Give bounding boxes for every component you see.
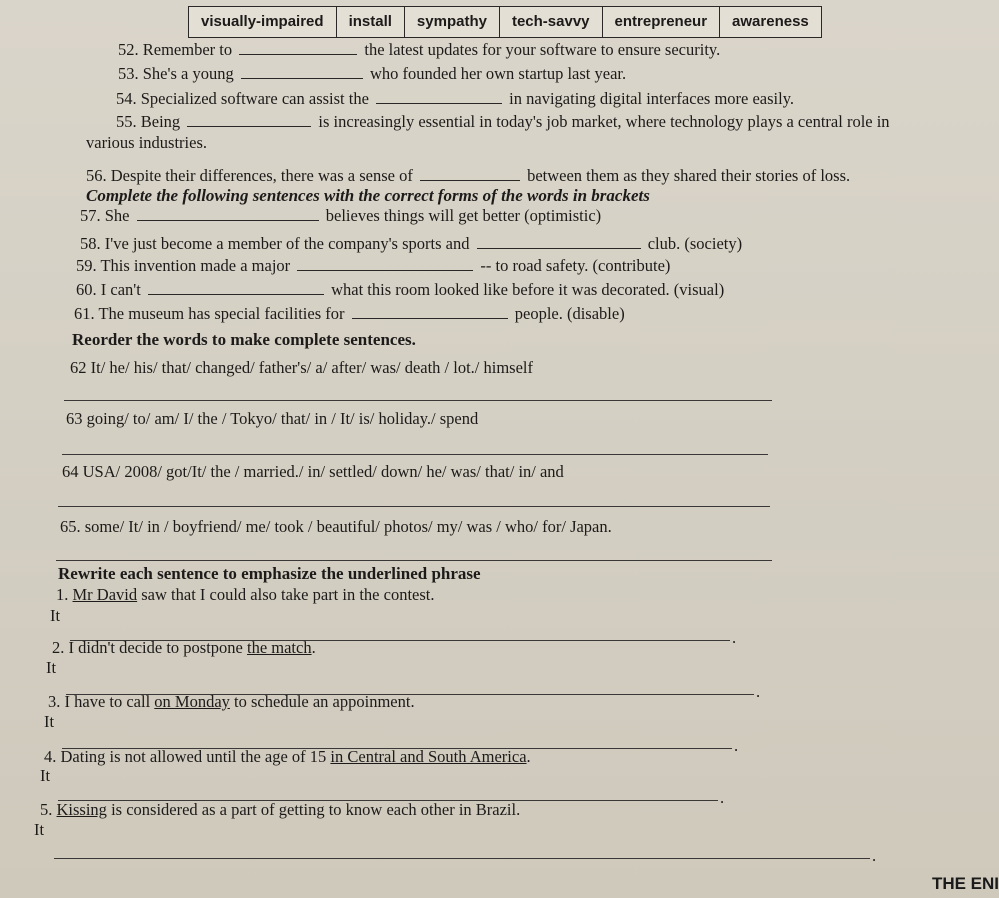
question-text: is increasingly essential in today's job market, where technology plays a central role in	[318, 112, 890, 131]
answer-blank[interactable]	[187, 112, 311, 127]
question-text: I can't	[100, 280, 141, 299]
underlined-phrase: on Monday	[154, 692, 230, 711]
question-text: Remember to	[142, 40, 233, 59]
question-58	[80, 234, 742, 254]
underlined-phrase: Kissing	[56, 800, 107, 819]
question-text: to schedule an appoinment.	[234, 692, 415, 711]
section-heading-emphasize: Rewrite each sentence to emphasize the underlined phrase	[58, 564, 481, 583]
question-64	[62, 462, 564, 482]
question-53	[118, 64, 626, 84]
question-number: 63	[66, 409, 83, 428]
question-61	[74, 304, 625, 324]
question-text: I have to call	[64, 692, 151, 711]
question-text: I've just become a member of the company's sports and	[104, 234, 470, 253]
question-number: 59.	[76, 256, 97, 275]
end-mark: .	[734, 736, 739, 755]
emphasize-question-2	[52, 638, 316, 658]
question-56	[86, 166, 850, 186]
question-59	[76, 256, 670, 276]
answer-blank[interactable]	[241, 64, 363, 79]
question-55-continuation: various industries.	[86, 133, 207, 152]
question-number: 5.	[40, 800, 53, 819]
question-text: This invention made a major	[100, 256, 291, 275]
end-mark: .	[732, 628, 737, 647]
word-bank-item: entrepreneur	[603, 7, 721, 37]
underlined-phrase: Mr David	[72, 585, 138, 604]
question-text: the latest updates for your software to ensure security.	[364, 40, 721, 59]
end-mark: .	[720, 788, 725, 807]
answer-blank[interactable]	[137, 206, 319, 221]
emphasize-question-5	[40, 800, 520, 820]
question-text: .	[311, 638, 316, 657]
emphasize-question-3	[48, 692, 415, 712]
question-number: 3.	[48, 692, 61, 711]
question-text: Being	[140, 112, 181, 131]
question-number: 65.	[60, 517, 81, 536]
question-text: who founded her own startup last year.	[369, 64, 627, 83]
question-number: 55.	[116, 112, 137, 131]
answer-blank[interactable]	[477, 234, 641, 249]
question-text: believes things will get better (optimistic)	[325, 206, 602, 225]
question-text: Specialized software can assist the	[140, 89, 369, 108]
question-text: She's a young	[142, 64, 234, 83]
question-text: saw that I could also take part in the contest.	[141, 585, 435, 604]
answer-starter: It	[46, 658, 57, 677]
answer-starter: It	[44, 712, 55, 731]
question-text: going/ to/ am/ I/ the / Tokyo/ that/ in / It/ is/ holiday./ spend	[86, 409, 479, 428]
question-text: people. (disable)	[514, 304, 625, 323]
question-number: 61.	[74, 304, 95, 323]
question-number: 2.	[52, 638, 65, 657]
underlined-phrase: in Central and South America	[330, 747, 527, 766]
end-mark: .	[872, 846, 877, 865]
answer-blank[interactable]	[297, 256, 473, 271]
answer-starter: It	[40, 766, 51, 785]
corner-text: THE ENI	[931, 874, 999, 893]
question-number: 60.	[76, 280, 97, 299]
question-text: The museum has special facilities for	[98, 304, 345, 323]
question-text: Despite their differences, there was a sense of	[110, 166, 413, 185]
answer-line[interactable]	[56, 560, 772, 561]
question-text: It/ he/ his/ that/ changed/ father's/ a/ after/ was/ death / lot./ himself	[90, 358, 534, 377]
question-60	[76, 280, 724, 300]
question-text: -- to road safety. (contribute)	[480, 256, 671, 275]
word-bank-item: visually-impaired	[189, 7, 337, 37]
question-text: is considered as a part of getting to know each other in Brazil.	[111, 800, 521, 819]
question-text: between them as they shared their stories of loss.	[527, 166, 851, 185]
answer-blank[interactable]	[239, 40, 357, 55]
answer-blank[interactable]	[420, 166, 520, 181]
underlined-phrase: the match	[246, 638, 312, 657]
section-heading-reorder: Reorder the words to make complete sentences.	[72, 330, 416, 349]
question-text: Dating is not allowed until the age of 15	[60, 747, 327, 766]
question-text: She	[104, 206, 130, 225]
word-bank	[188, 6, 822, 38]
question-text: .	[526, 747, 531, 766]
question-text: USA/ 2008/ got/It/ the / married./ in/ settled/ down/ he/ was/ that/ in/ and	[82, 462, 564, 481]
question-52	[118, 40, 720, 60]
question-65	[60, 517, 612, 537]
question-number: 1.	[56, 585, 69, 604]
emphasize-question-4	[44, 747, 531, 767]
question-text: what this room looked like before it was decorated. (visual)	[331, 280, 725, 299]
emphasize-question-1	[56, 585, 435, 605]
question-63	[66, 409, 478, 429]
answer-line[interactable]	[62, 454, 768, 455]
word-bank-item: tech-savvy	[500, 7, 603, 37]
question-number: 62	[70, 358, 87, 377]
end-mark: .	[756, 682, 761, 701]
question-55	[116, 112, 890, 132]
answer-starter: It	[50, 606, 61, 625]
answer-line[interactable]	[58, 506, 770, 507]
answer-starter: It	[34, 820, 45, 839]
question-number: 57.	[80, 206, 101, 225]
word-bank-item: awareness	[732, 13, 809, 30]
question-number: 64	[62, 462, 79, 481]
question-number: 54.	[116, 89, 137, 108]
answer-blank[interactable]	[148, 280, 324, 295]
question-57	[80, 206, 601, 226]
answer-blank[interactable]	[352, 304, 508, 319]
answer-line[interactable]	[54, 858, 870, 859]
word-bank-item: install	[337, 7, 405, 37]
question-text: in navigating digital interfaces more easily.	[509, 89, 795, 108]
question-54	[116, 89, 794, 109]
answer-blank[interactable]	[376, 89, 502, 104]
question-number: 56.	[86, 166, 107, 185]
word-bank-item: sympathy	[405, 7, 500, 37]
question-text: some/ It/ in / boyfriend/ me/ took / beautiful/ photos/ my/ was / who/ for/ Japan.	[84, 517, 612, 536]
section-heading-word-forms: Complete the following sentences with the correct forms of the words in brackets	[86, 186, 650, 205]
question-text: club. (society)	[647, 234, 743, 253]
question-number: 58.	[80, 234, 101, 253]
question-62	[70, 358, 533, 378]
answer-line[interactable]	[64, 400, 772, 401]
question-text: I didn't decide to postpone	[68, 638, 243, 657]
question-number: 4.	[44, 747, 57, 766]
question-number: 52.	[118, 40, 139, 59]
question-number: 53.	[118, 64, 139, 83]
